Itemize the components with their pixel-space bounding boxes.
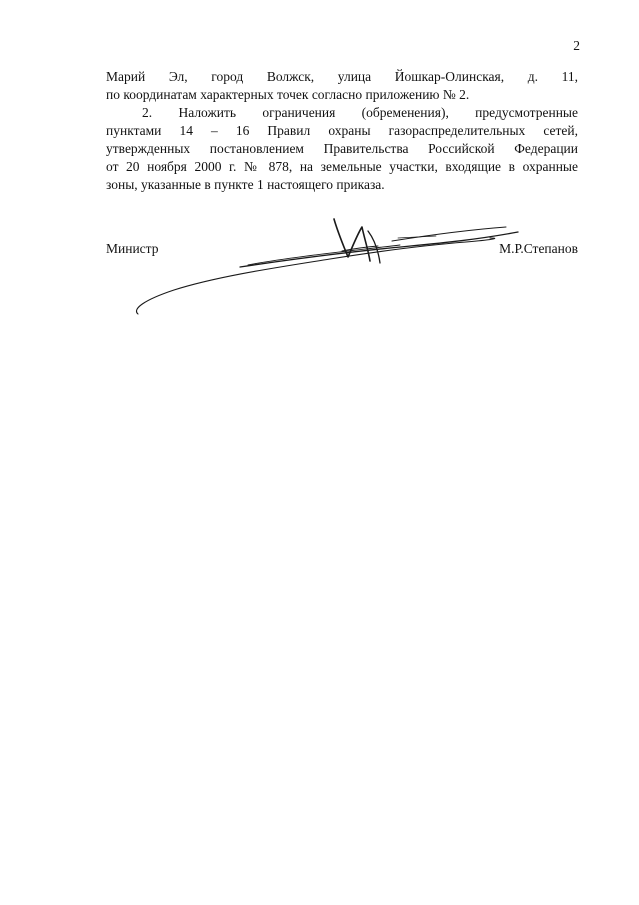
paragraph-restrictions-cont xyxy=(106,122,578,194)
text-line: 2. Наложить ограничения (обременения), предусмотренные xyxy=(142,105,578,120)
text-line: зоны, указанные в пункте 1 настоящего приказа. xyxy=(106,177,385,192)
signatory-name: М.Р.Степанов xyxy=(499,241,578,256)
page-number: 2 xyxy=(573,38,580,53)
paragraph-address xyxy=(106,68,578,104)
signatory-title: Министр xyxy=(106,241,159,256)
paragraph-restrictions xyxy=(106,104,578,122)
document-body xyxy=(106,68,578,194)
text-line: утвержденных постановлением Правительства Российской Федерации xyxy=(106,141,578,156)
text-line: Марий Эл, город Волжск, улица Йошкар-Олинская, д. 11, xyxy=(106,69,578,84)
handwritten-signature xyxy=(130,205,520,325)
text-line: от 20 ноября 2000 г. № 878, на земельные участки, входящие в охранные xyxy=(106,159,578,174)
text-line: пунктами 14 – 16 Правил охраны газораспределительных сетей, xyxy=(106,123,578,138)
text-line: по координатам характерных точек согласно приложению № 2. xyxy=(106,87,470,102)
